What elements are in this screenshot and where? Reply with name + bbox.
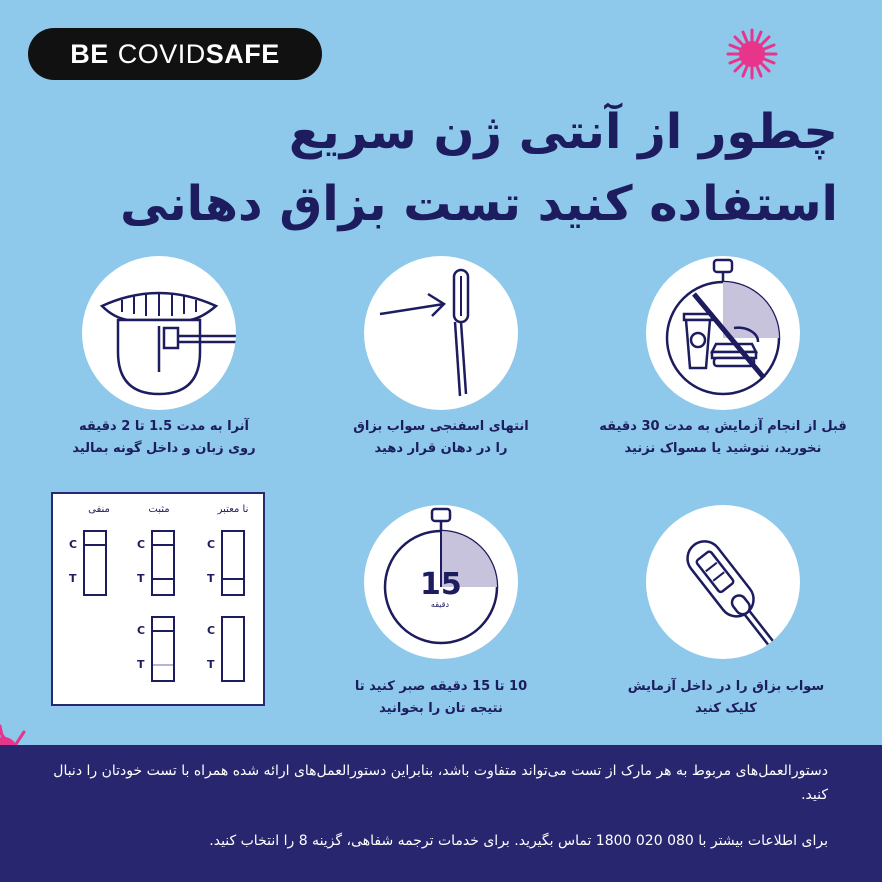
step-swab-circle bbox=[364, 256, 518, 410]
virus-icon bbox=[724, 26, 780, 82]
positive-strip bbox=[151, 530, 175, 596]
t-label: T bbox=[207, 572, 215, 585]
c-label: C bbox=[137, 538, 146, 551]
invalid-strip-empty bbox=[221, 616, 245, 682]
t-label: T bbox=[137, 572, 145, 585]
label-negative: منفی bbox=[88, 504, 110, 515]
step-swab-caption: انتهای اسفنجی سواب بزاق را در دهان قرار دهید bbox=[353, 419, 529, 456]
footer-instructions: دستورالعمل‌های مربوط به هر مارک از تست می‌تواند متفاوت باشد، بنابراین دستورالعمل‌های ارائه شده همراه با تست خودتان را دنبال کنید. bbox=[53, 763, 828, 803]
label-invalid: نا معتبر bbox=[217, 504, 249, 515]
footer-contact: برای اطلاعات بیشتر با 080 020 1800 تماس بگیرید. برای خدمات ترجمه شفاهی، گزینه 8 را انتخاب کنید. bbox=[209, 833, 828, 849]
c-label: C bbox=[207, 624, 216, 637]
c-label: C bbox=[207, 538, 216, 551]
step-device-circle bbox=[646, 505, 800, 659]
step-tongue-caption: آنرا به مدت 1.5 تا 2 دقیقه روی زبان و داخل گونه بمالید bbox=[72, 419, 256, 456]
swab-into-mouth-icon bbox=[364, 256, 518, 410]
tongue-swab-icon bbox=[82, 256, 236, 410]
page-title: چطور از آنتی ژن سریع استفاده کنید تست بزاق دهانی bbox=[120, 104, 838, 232]
negative-strip bbox=[83, 530, 107, 596]
step-no-food-circle bbox=[646, 256, 800, 410]
step-timer-caption: 10 تا 15 دقیقه صبر کنید تا نتیجه تان را بخوانید bbox=[354, 679, 528, 716]
positive-strip-faint bbox=[151, 616, 175, 682]
badge-safe: SAFE bbox=[205, 38, 280, 69]
timer-number: 15 bbox=[420, 567, 462, 602]
badge-covid: COVID bbox=[117, 38, 206, 69]
result-guide-panel bbox=[51, 492, 265, 706]
invalid-strip bbox=[221, 530, 245, 596]
t-label: T bbox=[69, 572, 77, 585]
timer-unit: دقیقه bbox=[430, 600, 450, 609]
badge-be: BE bbox=[70, 38, 109, 69]
label-positive: مثبت bbox=[148, 504, 170, 515]
step-tongue-circle bbox=[82, 256, 236, 410]
step-device-caption: سواب بزاق را در داخل آزمایش کلیک کنید bbox=[627, 679, 825, 716]
step-no-food-caption: قبل از انجام آزمایش به مدت 30 دقیقه نخورید، ننوشید یا مسواک نزنید bbox=[599, 419, 847, 456]
footer-banner bbox=[0, 745, 882, 882]
test-device-icon bbox=[646, 505, 800, 659]
c-label: C bbox=[137, 624, 146, 637]
t-label: T bbox=[137, 658, 145, 671]
no-food-drink-clock-icon bbox=[646, 256, 800, 410]
be-covidsafe-badge bbox=[28, 28, 322, 80]
t-label: T bbox=[207, 658, 215, 671]
c-label: C bbox=[69, 538, 78, 551]
